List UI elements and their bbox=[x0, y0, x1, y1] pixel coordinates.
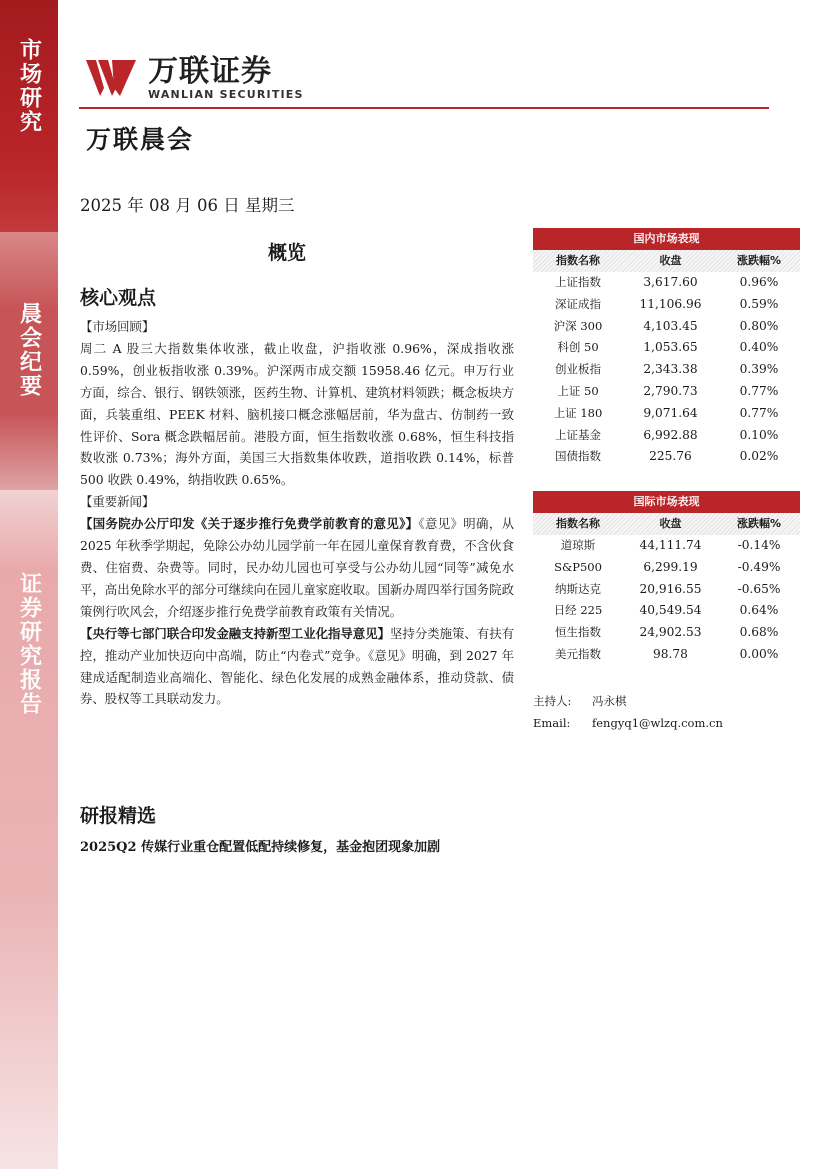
cell-close: 11,106.96 bbox=[639, 296, 702, 311]
cell-change: 0.80% bbox=[739, 318, 779, 333]
news-item-2-body: 坚持分类施策、有扶有控，推动产业加快迈向中高端，防止“内卷式”竞争。《意见》明确，到 2027 年建成适配制造业高端化、智能化、绿色化发展的成熟金融体系，推动贷款、债券、股权等工具联动发力。 bbox=[80, 625, 515, 707]
table-row bbox=[533, 446, 800, 468]
cell-change: -0.14% bbox=[737, 538, 781, 552]
domestic-table-body bbox=[533, 272, 800, 468]
wanlian-logo-icon bbox=[84, 58, 138, 98]
col-header-close: 收盘 bbox=[659, 254, 682, 267]
host-name: 冯永棋 bbox=[592, 694, 627, 708]
brand-name-en: WANLIAN SECURITIES bbox=[148, 88, 304, 101]
cell-close: 4,103.45 bbox=[643, 318, 698, 333]
sidebar-label-market-research: 市场研究 bbox=[16, 38, 43, 134]
table-row bbox=[533, 644, 800, 666]
table-row bbox=[533, 381, 800, 403]
market-review-tag: 【市场回顾】 bbox=[80, 319, 155, 334]
table-row bbox=[533, 425, 800, 447]
international-table-title: 国际市场表现 bbox=[533, 491, 800, 513]
cell-close: 6,992.88 bbox=[643, 427, 698, 442]
sidebar-section-morning-summary bbox=[0, 232, 58, 490]
news-tag: 【重要新闻】 bbox=[80, 494, 155, 510]
cell-index-name: 上证 180 bbox=[553, 405, 603, 420]
cell-index-name: 日经 225 bbox=[553, 603, 603, 618]
table-row bbox=[533, 359, 800, 381]
cell-close: 3,617.60 bbox=[643, 275, 698, 289]
cell-close: 98.78 bbox=[653, 646, 688, 661]
table-row bbox=[533, 557, 800, 579]
host-info bbox=[533, 690, 723, 734]
cell-change: 0.64% bbox=[739, 603, 779, 618]
table-row bbox=[533, 579, 800, 601]
domestic-table-title: 国内市场表现 bbox=[533, 228, 800, 250]
table-row bbox=[533, 622, 800, 644]
research-highlights-heading: 研报精选 bbox=[80, 805, 157, 827]
core-views-body bbox=[80, 316, 514, 710]
cell-close: 1,053.65 bbox=[643, 340, 698, 355]
cell-change: 0.10% bbox=[739, 427, 779, 442]
cell-index-name: 创业板指 bbox=[555, 362, 601, 377]
col-header-close: 收盘 bbox=[659, 517, 682, 530]
cell-change: 0.59% bbox=[739, 296, 779, 311]
sidebar-section-securities-report bbox=[0, 490, 58, 1169]
brand-logo bbox=[84, 54, 304, 104]
cell-close: 24,902.53 bbox=[639, 625, 702, 640]
market-review-text: 周二 A 股三大指数集体收涨，截止收盘，沪指收涨 0.96%，深成指收涨 0.59%，创业板指收涨 0.39%。沪深两市成交额 15958.46 亿元。申万行业方面，综合、银行、钢铁领涨，医药生物、计算机、建筑材料领跌；概念板块方面，兵装重组、PEEK 材料、脑机接口概念涨幅居前，华为盘古、仿制药一致性评价、Sora 概念跌幅居前。港股方面，恒生指数收涨 0.68%，恒生科技指数收涨 0.73%；海外方面，美国三大指数集体收跌，道指收跌 0.14%，标普 500 收跌 0.49%，纳指收跌 0.65%。 bbox=[80, 340, 514, 488]
cell-index-name: 道琼斯 bbox=[560, 538, 596, 552]
international-market-table bbox=[533, 491, 800, 666]
cell-change: 0.00% bbox=[739, 646, 779, 661]
sidebar bbox=[0, 0, 58, 1169]
core-views-heading: 核心观点 bbox=[80, 287, 157, 309]
header-divider bbox=[79, 107, 769, 109]
domestic-market-table bbox=[533, 228, 800, 468]
col-header-change: 涨跌幅% bbox=[736, 254, 782, 267]
domestic-table-header bbox=[533, 250, 800, 272]
cell-change: 0.77% bbox=[739, 405, 779, 420]
cell-change: 0.39% bbox=[739, 362, 779, 377]
cell-index-name: 上证基金 bbox=[555, 427, 601, 442]
cell-close: 2,343.38 bbox=[643, 362, 698, 377]
table-row bbox=[533, 294, 800, 316]
news-item-2 bbox=[80, 623, 514, 711]
sidebar-label-securities-report: 证券研究报告 bbox=[16, 572, 43, 716]
cell-change: 0.02% bbox=[739, 449, 779, 464]
cell-index-name: 科创 50 bbox=[557, 340, 599, 355]
cell-index-name: 恒生指数 bbox=[555, 625, 601, 640]
cell-close: 20,916.55 bbox=[639, 581, 702, 596]
cell-change: 0.96% bbox=[739, 275, 779, 289]
cell-change: 0.40% bbox=[739, 340, 779, 355]
cell-index-name: 深证成指 bbox=[555, 296, 601, 311]
cell-index-name: 沪深 300 bbox=[553, 318, 603, 333]
cell-change: 0.77% bbox=[739, 383, 779, 398]
table-row bbox=[533, 535, 800, 557]
host-label: 主持人: bbox=[533, 694, 572, 708]
col-header-change: 涨跌幅% bbox=[736, 517, 782, 530]
page-title: 万联晨会 bbox=[86, 125, 195, 154]
col-header-index-name: 指数名称 bbox=[556, 254, 600, 267]
cell-close: 40,549.54 bbox=[639, 603, 702, 618]
cell-close: 44,111.74 bbox=[639, 538, 702, 552]
table-row bbox=[533, 272, 800, 294]
news-item-1-title: 【国务院办公厅印发《关于逐步推行免费学前教育的意见》】 bbox=[80, 516, 419, 532]
cell-change: -0.65% bbox=[737, 581, 781, 596]
news-item-1 bbox=[80, 513, 514, 623]
table-row bbox=[533, 600, 800, 622]
table-row bbox=[533, 316, 800, 338]
overview-heading: 概览 bbox=[268, 242, 307, 264]
news-item-2-title: 【央行等七部门联合印发金融支持新型工业化指导意见】 bbox=[80, 625, 391, 641]
report-date: 2025 年 08 月 06 日 星期三 bbox=[80, 196, 295, 215]
research-item-title: 2025Q2 传媒行业重仓配置低配持续修复，基金抱团现象加剧 bbox=[80, 840, 441, 855]
cell-index-name: 美元指数 bbox=[555, 646, 601, 661]
cell-change: 0.68% bbox=[739, 625, 779, 640]
cell-close: 2,790.73 bbox=[643, 383, 698, 398]
international-table-body bbox=[533, 535, 800, 666]
cell-index-name: 上证 50 bbox=[557, 383, 599, 398]
news-item-1-body: 《意见》明确，从 2025 年秋季学期起，免除公办幼儿园学前一年在园儿童保育教育费，不含伙食费、住宿费、杂费等。同时，民办幼儿园也可享受与公办幼儿园“同等”减免水平，高出免除水平的部分可继续向在园儿童家庭收取。国新办周四举行国务院政策例行吹风会，介绍逐步推行免费学前教育政策有关情况。 bbox=[80, 516, 514, 619]
cell-close: 6,299.19 bbox=[643, 559, 698, 574]
email-address: fengyq1@wlzq.com.cn bbox=[592, 716, 723, 730]
cell-index-name: 纳斯达克 bbox=[555, 581, 601, 596]
cell-index-name: 上证指数 bbox=[555, 275, 601, 289]
international-table-header bbox=[533, 513, 800, 535]
sidebar-label-morning-summary: 晨会纪要 bbox=[16, 302, 43, 398]
cell-close: 225.76 bbox=[649, 449, 692, 464]
col-header-index-name: 指数名称 bbox=[556, 517, 600, 530]
brand-name-cn: 万联证券 bbox=[148, 54, 272, 89]
cell-close: 9,071.64 bbox=[643, 405, 698, 420]
table-row bbox=[533, 337, 800, 359]
table-row bbox=[533, 403, 800, 425]
email-line bbox=[533, 712, 723, 734]
email-label: Email: bbox=[533, 716, 571, 730]
host-line bbox=[533, 690, 723, 712]
cell-index-name: 国债指数 bbox=[555, 449, 601, 464]
cell-index-name: S&P500 bbox=[554, 559, 602, 574]
sidebar-section-market-research bbox=[0, 0, 58, 232]
cell-change: -0.49% bbox=[737, 559, 781, 574]
